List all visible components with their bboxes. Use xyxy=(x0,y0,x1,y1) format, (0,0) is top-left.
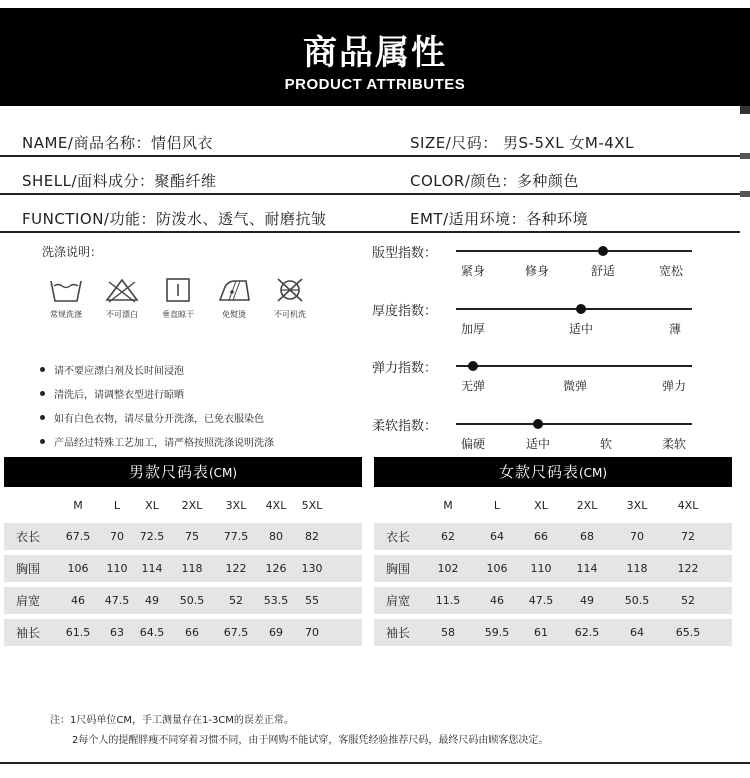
table-row xyxy=(374,523,732,550)
men-size-title xyxy=(4,457,362,487)
table-header-row xyxy=(374,487,732,523)
table-cell: 47.5 xyxy=(104,594,130,607)
table-cell: 52 xyxy=(681,594,695,607)
table-cell: 50.5 xyxy=(179,594,205,607)
attribute-function: FUNCTION/功能：防泼水、透气、耐磨抗皱 xyxy=(22,210,327,228)
list-item xyxy=(40,405,274,429)
bullet-icon xyxy=(40,415,45,420)
table-cell: 114 xyxy=(141,562,163,575)
index-tick: 修身 xyxy=(524,264,550,278)
footnote-1: 注：1尺码单位CM，手工测量存在1-3CM的误差正常。 xyxy=(50,715,294,726)
divider-tab xyxy=(740,153,750,159)
index-label: 弹力指数： xyxy=(372,361,438,376)
table-cell: 68 xyxy=(580,530,594,543)
wash-icon-row xyxy=(38,276,318,320)
table-row xyxy=(374,587,732,614)
column-header: 3XL xyxy=(626,498,648,512)
table-cell: 69 xyxy=(269,626,283,639)
table-cell: 80 xyxy=(269,530,283,543)
column-header: L xyxy=(113,498,121,512)
table-row xyxy=(4,587,362,614)
table-cell: 102 xyxy=(437,562,459,575)
women-size-table xyxy=(374,457,732,651)
table-row xyxy=(4,555,362,582)
page-title: 商品属性 xyxy=(303,33,447,73)
divider xyxy=(0,231,740,233)
table-cell: 106 xyxy=(486,562,508,575)
index-tick: 软 xyxy=(599,437,613,451)
index-tick: 宽松 xyxy=(658,264,684,278)
column-header: 2XL xyxy=(576,498,598,512)
wash-title: 洗涤说明： xyxy=(42,245,103,259)
index-tick: 加厚 xyxy=(460,322,486,336)
table-cell: 58 xyxy=(441,626,455,639)
table-cell: 64 xyxy=(490,530,504,543)
note-text: 请不要应漂白剂及长时间浸泡 xyxy=(54,365,184,377)
footnote-2: 2每个人的提醒胖瘦不同穿着习惯不同，由于网购不能试穿，客服凭经验推荐尺码，最终尺码由顾客您决定。 xyxy=(72,735,549,746)
index-tick: 微弹 xyxy=(562,379,588,393)
table-cell: 66 xyxy=(185,626,199,639)
attribute-size: SIZE/尺码： 男S-5XL 女M-4XL xyxy=(410,134,634,152)
index-tick: 薄 xyxy=(668,322,682,336)
table-cell: 52 xyxy=(229,594,243,607)
column-header: 4XL xyxy=(677,498,699,512)
table-cell: 47.5 xyxy=(528,594,554,607)
wash-label: 常规洗涤 xyxy=(50,310,82,319)
index-label: 厚度指数： xyxy=(372,304,438,319)
index-marker xyxy=(576,304,586,314)
index-thickness xyxy=(372,300,722,350)
column-header: 5XL xyxy=(301,498,323,512)
table-cell: 66 xyxy=(534,530,548,543)
table-cell: 55 xyxy=(305,594,319,607)
page-subtitle: PRODUCT ATTRIBUTES xyxy=(284,76,466,93)
women-size-title xyxy=(374,457,732,487)
index-tick: 柔软 xyxy=(661,437,687,451)
table-cell: 122 xyxy=(225,562,247,575)
table-cell: 126 xyxy=(265,562,287,575)
column-header: XL xyxy=(145,498,159,512)
table-cell: 118 xyxy=(626,562,648,575)
index-scale xyxy=(456,308,692,310)
list-item xyxy=(40,381,274,405)
index-tick: 舒适 xyxy=(590,264,616,278)
note-text: 如有白色衣物，请尽量分开洗涤，已免衣服染色 xyxy=(54,413,264,425)
table-cell: 49 xyxy=(145,594,159,607)
table-row xyxy=(374,555,732,582)
table-cell: 114 xyxy=(576,562,598,575)
table-cell: 67.5 xyxy=(65,530,91,543)
index-marker xyxy=(533,419,543,429)
column-header: L xyxy=(493,498,501,512)
wash-label: 垂直晾干 xyxy=(162,310,194,319)
wash-label: 免熨烫 xyxy=(222,310,246,319)
table-cell: 64.5 xyxy=(139,626,165,639)
table-unit: (CM) xyxy=(578,466,608,480)
table-cell: 49 xyxy=(580,594,594,607)
row-label: 袖长 xyxy=(16,626,41,640)
column-header: 4XL xyxy=(265,498,287,512)
column-header: 2XL xyxy=(181,498,203,512)
wash-label: 不可机洗 xyxy=(274,310,306,319)
divider-tab xyxy=(740,191,750,197)
no-bleach-icon xyxy=(104,276,140,304)
table-cell: 67.5 xyxy=(223,626,249,639)
attribute-name: NAME/商品名称：情侣风衣 xyxy=(22,134,213,152)
table-cell: 64 xyxy=(630,626,644,639)
table-cell: 122 xyxy=(677,562,699,575)
table-cell: 110 xyxy=(106,562,128,575)
column-header: M xyxy=(73,498,83,512)
no-iron-icon xyxy=(216,276,252,304)
bullet-icon xyxy=(40,439,45,444)
table-cell: 118 xyxy=(181,562,203,575)
index-tick: 弹力 xyxy=(661,379,687,393)
table-cell: 70 xyxy=(630,530,644,543)
header-banner xyxy=(0,8,750,106)
table-cell: 106 xyxy=(67,562,89,575)
table-cell: 130 xyxy=(301,562,323,575)
index-label: 柔软指数： xyxy=(372,419,438,434)
attribute-color: COLOR/颜色：多种颜色 xyxy=(410,172,579,190)
column-header: M xyxy=(443,498,453,512)
table-cell: 46 xyxy=(71,594,85,607)
row-label: 衣长 xyxy=(16,530,41,544)
row-label: 胸围 xyxy=(386,562,411,576)
no-machine-wash-icon xyxy=(272,276,308,304)
index-marker xyxy=(598,246,608,256)
table-cell: 75 xyxy=(185,530,199,543)
bottom-divider xyxy=(0,762,750,764)
index-scale xyxy=(456,250,692,252)
index-tick: 适中 xyxy=(525,437,551,451)
table-cell: 110 xyxy=(530,562,552,575)
row-label: 肩宽 xyxy=(386,594,411,608)
index-tick: 无弹 xyxy=(460,379,486,393)
table-cell: 72.5 xyxy=(139,530,165,543)
index-scale xyxy=(456,365,692,367)
list-item xyxy=(40,429,274,453)
wash-item xyxy=(38,276,94,320)
note-text: 产品经过特殊工艺加工，请严格按照洗涤说明洗涤 xyxy=(54,437,274,449)
table-title: 男款尺码表 xyxy=(128,463,209,481)
table-cell: 63 xyxy=(110,626,124,639)
table-cell: 65.5 xyxy=(675,626,701,639)
wash-item xyxy=(150,276,206,320)
table-cell: 50.5 xyxy=(624,594,650,607)
index-elasticity xyxy=(372,357,722,407)
table-cell: 46 xyxy=(490,594,504,607)
column-header: 3XL xyxy=(225,498,247,512)
wash-notes xyxy=(40,357,274,453)
table-unit: (CM) xyxy=(208,466,238,480)
table-cell: 61.5 xyxy=(65,626,91,639)
index-tick: 适中 xyxy=(568,322,594,336)
table-cell: 59.5 xyxy=(484,626,510,639)
header-fold-decoration xyxy=(740,106,750,114)
table-row xyxy=(4,523,362,550)
row-label: 袖长 xyxy=(386,626,411,640)
wash-item xyxy=(94,276,150,320)
table-row xyxy=(374,619,732,646)
table-cell: 53.5 xyxy=(263,594,289,607)
wash-item xyxy=(262,276,318,320)
hand-wash-icon xyxy=(48,276,84,304)
index-fit xyxy=(372,242,722,292)
table-cell: 72 xyxy=(681,530,695,543)
table-cell: 77.5 xyxy=(223,530,249,543)
index-scale xyxy=(456,423,692,425)
table-cell: 70 xyxy=(110,530,124,543)
table-cell: 11.5 xyxy=(435,594,461,607)
row-label: 肩宽 xyxy=(16,594,41,608)
wash-item xyxy=(206,276,262,320)
table-cell: 62.5 xyxy=(574,626,600,639)
index-marker xyxy=(468,361,478,371)
divider xyxy=(0,193,740,195)
index-tick: 紧身 xyxy=(460,264,486,278)
attribute-shell: SHELL/面料成分：聚酯纤维 xyxy=(22,172,217,190)
row-label: 胸围 xyxy=(16,562,41,576)
table-cell: 70 xyxy=(305,626,319,639)
table-header-row xyxy=(4,487,362,523)
index-tick: 偏硬 xyxy=(460,437,486,451)
row-label: 衣长 xyxy=(386,530,411,544)
table-cell: 82 xyxy=(305,530,319,543)
divider xyxy=(0,155,740,157)
list-item xyxy=(40,357,274,381)
note-text: 清洗后，请调整衣型进行晾晒 xyxy=(54,389,184,401)
column-header: XL xyxy=(534,498,548,512)
table-row xyxy=(4,619,362,646)
table-title: 女款尺码表 xyxy=(498,463,579,481)
index-label: 版型指数： xyxy=(372,246,438,261)
bullet-icon xyxy=(40,367,45,372)
men-size-table xyxy=(4,457,362,651)
table-cell: 62 xyxy=(441,530,455,543)
table-cell: 61 xyxy=(534,626,548,639)
bullet-icon xyxy=(40,391,45,396)
attribute-environment: EMT/适用环境：各种环境 xyxy=(410,210,589,228)
hang-dry-icon xyxy=(160,276,196,304)
wash-label: 不可漂白 xyxy=(106,310,138,319)
